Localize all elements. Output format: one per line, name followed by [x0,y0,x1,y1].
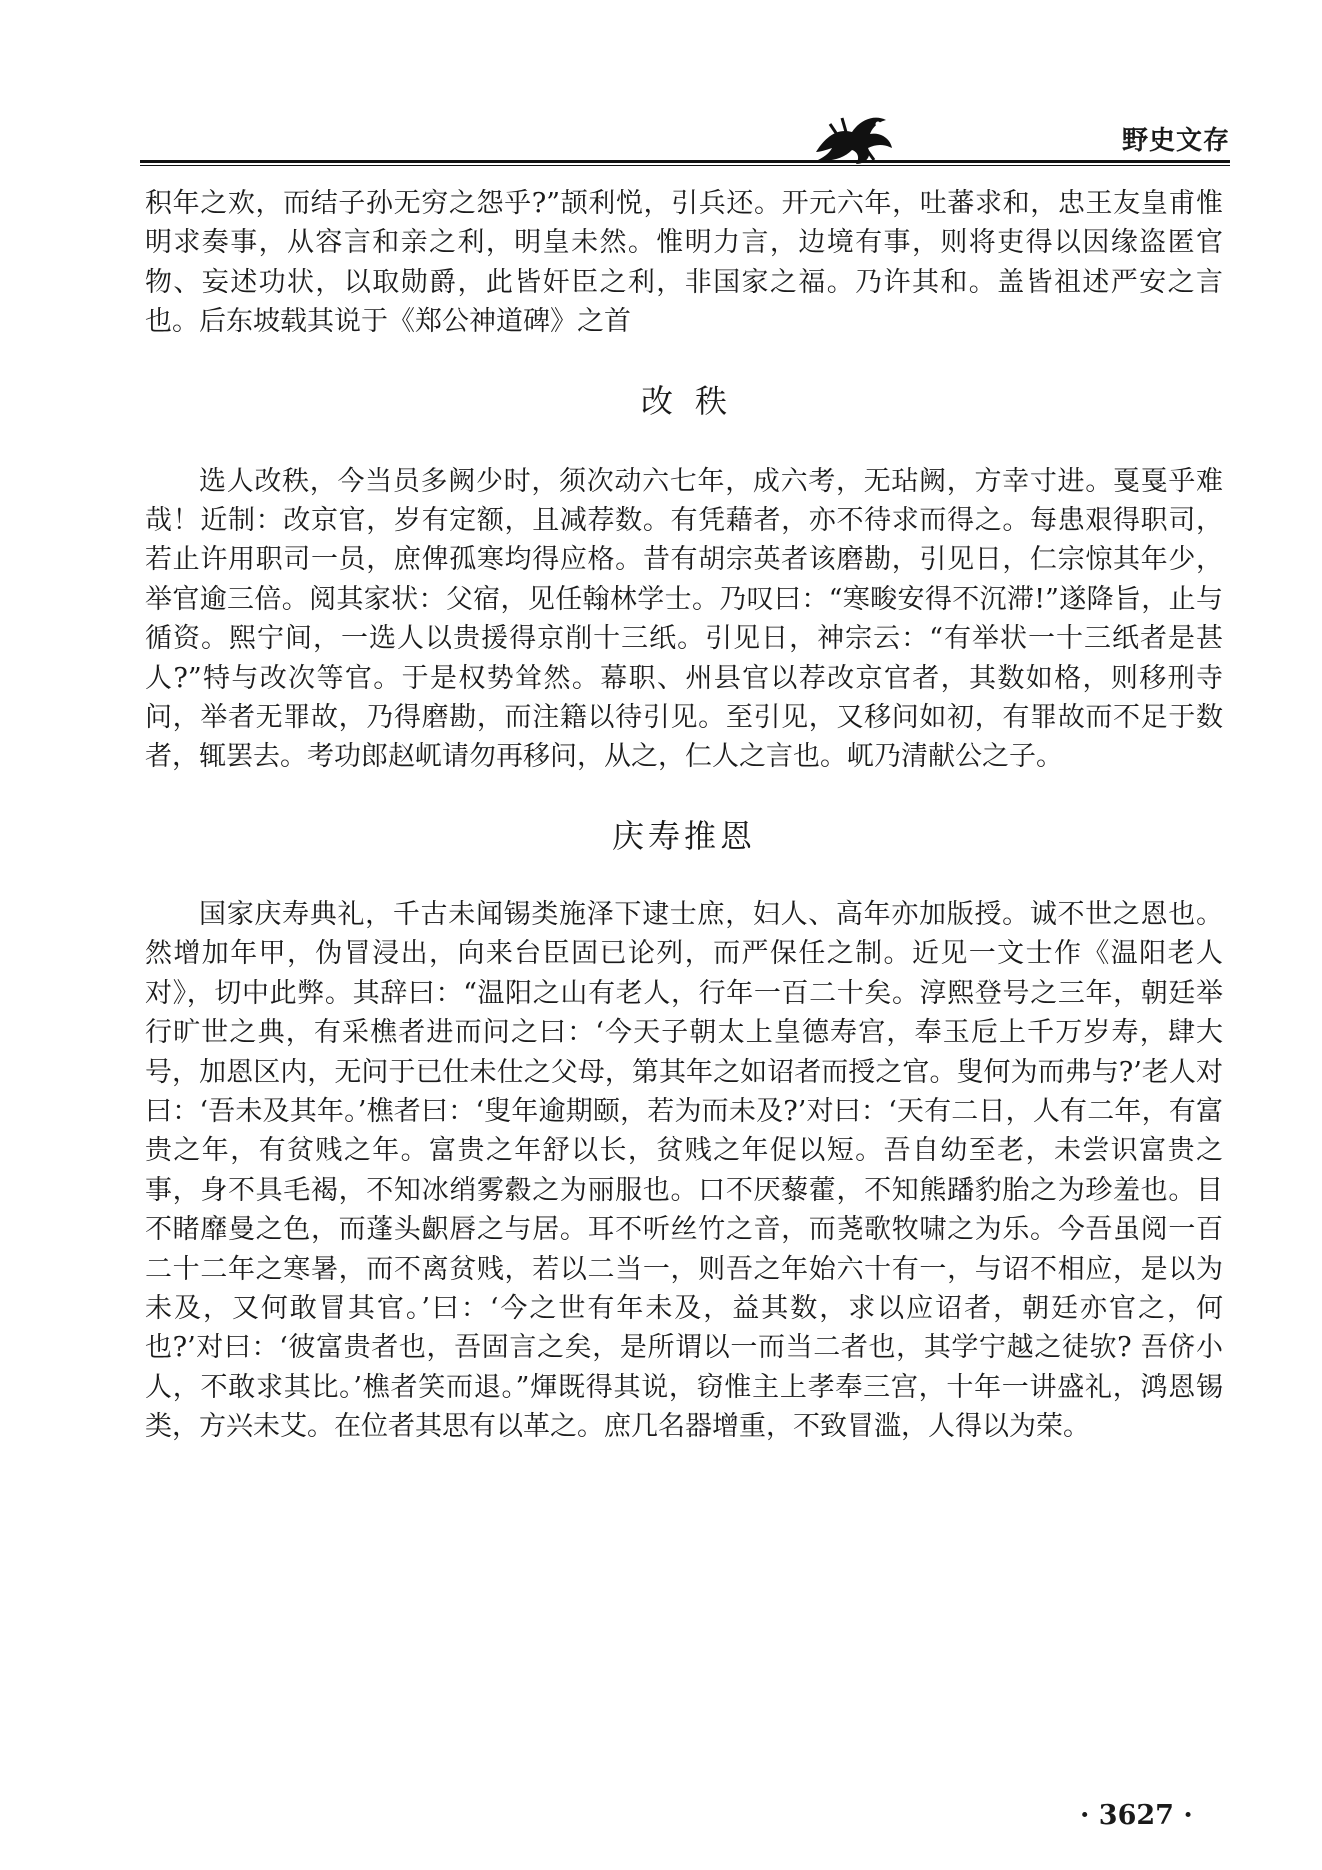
header-rule-thin [140,165,1230,166]
gaizhi-paragraph: 选人改秩，今当员多阙少时，须次动六七年，成六考，无玷阙，方幸寸进。戛戛乎难哉！近制：改京官，岁有定额，且减荐数。有凭藉者，亦不待求而得之。每患艰得职司，若止许用职司一员，庶俾孤寒均得应格。昔有胡宗英者该磨勘，引见日，仁宗惊其年少，举官逾三倍。阅其家状：父宿，见任翰林学士。乃叹曰：“寒畯安得不沉滞!”遂降旨，止与循资。熙宁间，一选人以贵援得京削十三纸。引见日，神宗云：“有举状一十三纸者是甚人?”特与改次等官。于是权势耸然。幕职、州县官以荐改京官者，其数如格，则移刑寺问，举者无罪故，乃得磨勘，而注籍以待引见。至引见，又移问如初，有罪故而不足于数者，辄罢去。考功郎赵屼请勿再移问，从之，仁人之言也。屼乃清献公之子。 [145,465,1223,773]
header-title: 野史文存 [1121,126,1230,156]
qingshou-paragraph: 国家庆寿典礼，千古未闻锡类施泽下逮士庶，妇人、高年亦加版授。诚不世之恩也。然增加年甲，伪冒浸出，向来台臣固已论列，而严保任之制。近见一文士作《温阳老人对》，切中此弊。其辞曰：“温阳之山有老人，行年一百二十矣。淳熙登号之三年，朝廷举行旷世之典，有采樵者进而问之曰：‘今天子朝太上皇德寿宫，奉玉卮上千万岁寿，肆大号，加恩区内，无问于已仕未仕之父母，第其年之如诏者而授之官。叟何为而弗与?’老人对曰：‘吾未及其年。’樵者曰：‘叟年逾期颐，若为而未及?’对曰：‘天有二日，人有二年，有富贵之年，有贫贱之年。富贵之年舒以长，贫贱之年促以短。吾自幼至老，未尝识富贵之事，身不具毛褐，不知冰绡雾縠之为丽服也。口不厌藜藿，不知熊蹯豹胎之为珍羞也。目不睹靡曼之色，而蓬头齞唇之与居。耳不听丝竹之音，而荛歌牧啸之为乐。今吾虽阅一百二十二年之寒暑，而不离贫贱，若以二当一，则吾之年始六十有一，与诏不相应，是以为未及，又何敢冒其官。’曰：‘今之世有年未及，益其数，求以应诏者，朝廷亦官之，何也?’对曰：‘彼富贵者也，吾固言之矣，是所谓以一而当二者也，其学宁越之徒欤? 吾侪小人，不敢求其比。’樵者笑而退。”煇既得其说，窃惟主上孝奉三宫，十年一讲盛礼，鸿恩锡类，方兴未艾。在位者其思有以革之。庶几名器增重，不致冒滥，人得以为荣。 [145,898,1223,1443]
page-content [145,184,1223,1447]
running-header [140,96,1230,176]
intro-paragraph: 积年之欢，而结子孙无穷之怨乎?”颉利悦，引兵还。开元六年，吐蕃求和，忠王友皇甫惟明求奏事，从容言和亲之利，明皇未然。惟明力言，边境有事，则将吏得以因缘盗匿官物、妄述功状，以取勋爵，此皆奸臣之利，非国家之福。乃许其和。盖皆祖述严安之言也。后东坡载其说于《郑公神道碑》之首 [145,188,1223,338]
page-number: · 3627 · [1080,1800,1193,1831]
header-rule [140,160,1230,163]
section-title-gaizhi: 改秩 [640,381,749,420]
section-title-qingshou: 庆寿推恩 [611,816,756,855]
